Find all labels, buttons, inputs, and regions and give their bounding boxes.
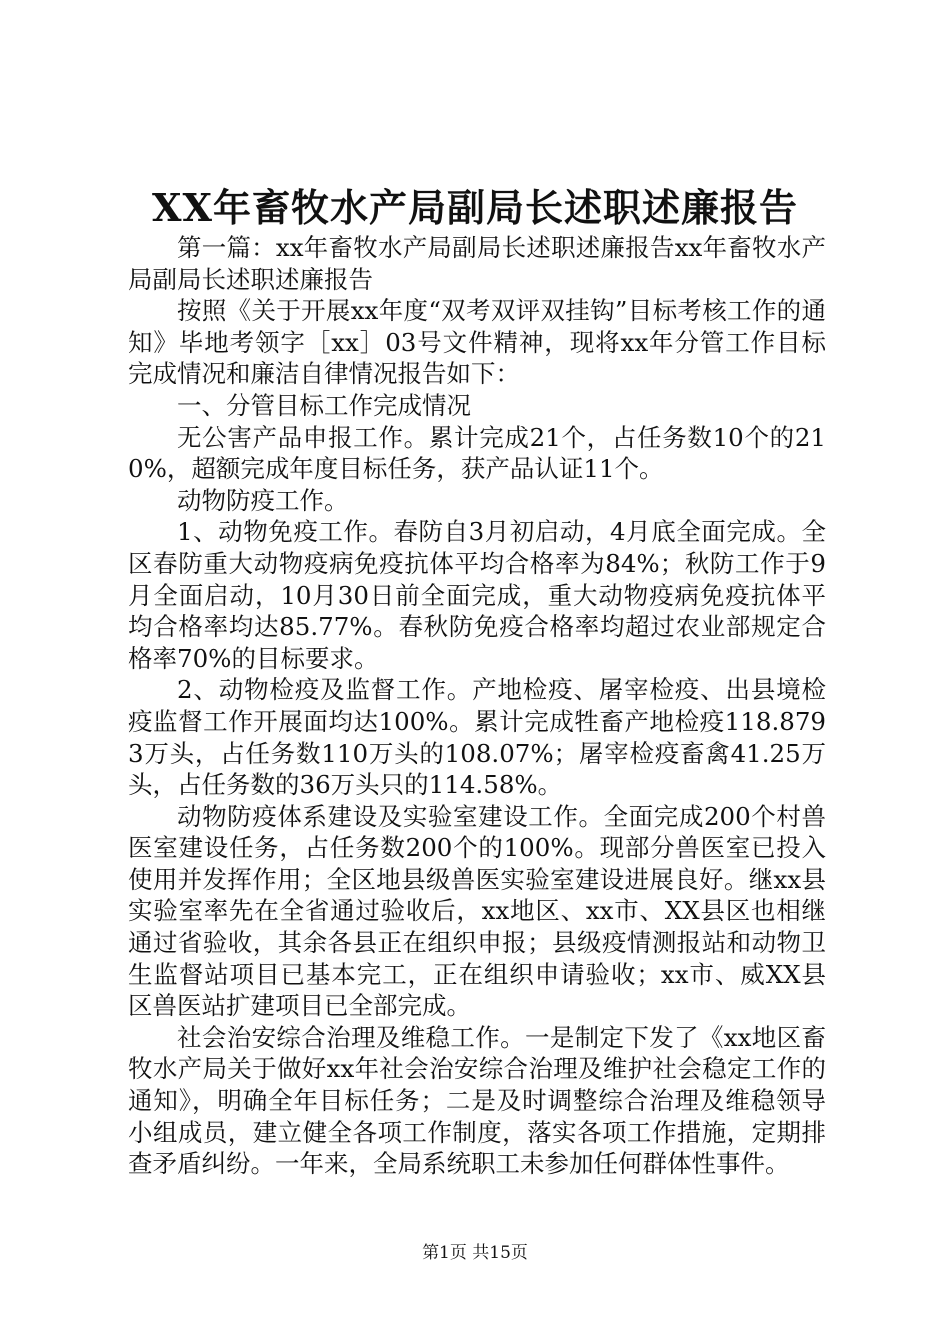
paragraph: 无公害产品申报工作。累计完成21个，占任务数10个的210%，超额完成年度目标任务，获产品认证11个。	[128, 422, 826, 484]
paragraph: 社会治安综合治理及维稳工作。一是制定下发了《xx地区畜牧水产局关于做好xx年社会治安综合治理及维护社会稳定工作的通知》，明确全年目标任务；二是及时调整综合治理及维稳领导小组成员，建立健全各项工作制度，落实各项工作措施，定期排查矛盾纠纷。一年来，全局系统职工未参加任何群体性事件。	[128, 1022, 826, 1179]
page-total: 共15页	[472, 1243, 528, 1263]
subsection-heading: 动物防疫工作。	[177, 485, 349, 515]
paragraph: 第一篇：xx年畜牧水产局副局长述职述廉报告xx年畜牧水产局副局长述职述廉报告	[128, 233, 826, 294]
page-footer	[0, 1241, 950, 1265]
section-heading: 一、分管目标工作完成情况	[177, 390, 471, 420]
document-body	[128, 232, 826, 1180]
document-title: XX年畜牧水产局副局长述职述廉报告	[152, 185, 798, 230]
paragraph: 1、动物免疫工作。春防自3月初启动，4月底全面完成。全区春防重大动物疫病免疫抗体平均合格率为84%；秋防工作于9月全面启动，10月30日前全面完成，重大动物疫病免疫抗体平均合格率均达85.77%。春秋防免疫合格率均超过农业部规定合格率70%的目标要求。	[128, 517, 826, 673]
paragraph: 按照《关于开展xx年度“双考双评双挂钩”目标考核工作的通知》毕地考领字［xx］03号文件精神，现将xx年分管工作目标完成情况和廉洁自律情况报告如下：	[128, 296, 826, 389]
paragraph: 动物防疫体系建设及实验室建设工作。全面完成200个村兽医室建设任务，占任务数200个的100%。现部分兽医室已投入使用并发挥作用；全区地县级兽医实验室建设进展良好。继xx县实验室率先在全省通过验收后，xx地区、xx市、XX县区也相继通过省验收，其余各县正在组织申报；县级疫情测报站和动物卫生监督站项目已基本完工，正在组织申请验收；xx市、威XX县区兽医站扩建项目已全部完成。	[128, 801, 826, 1021]
paragraph: 2、动物检疫及监督工作。产地检疫、屠宰检疫、出县境检疫监督工作开展面均达100%。累计完成牲畜产地检疫118.8793万头，占任务数110万头的108.07%；屠宰检疫畜禽41.25万头，占任务数的36万头只的114.58%。	[128, 675, 826, 800]
page-number: 第1页	[422, 1243, 467, 1263]
